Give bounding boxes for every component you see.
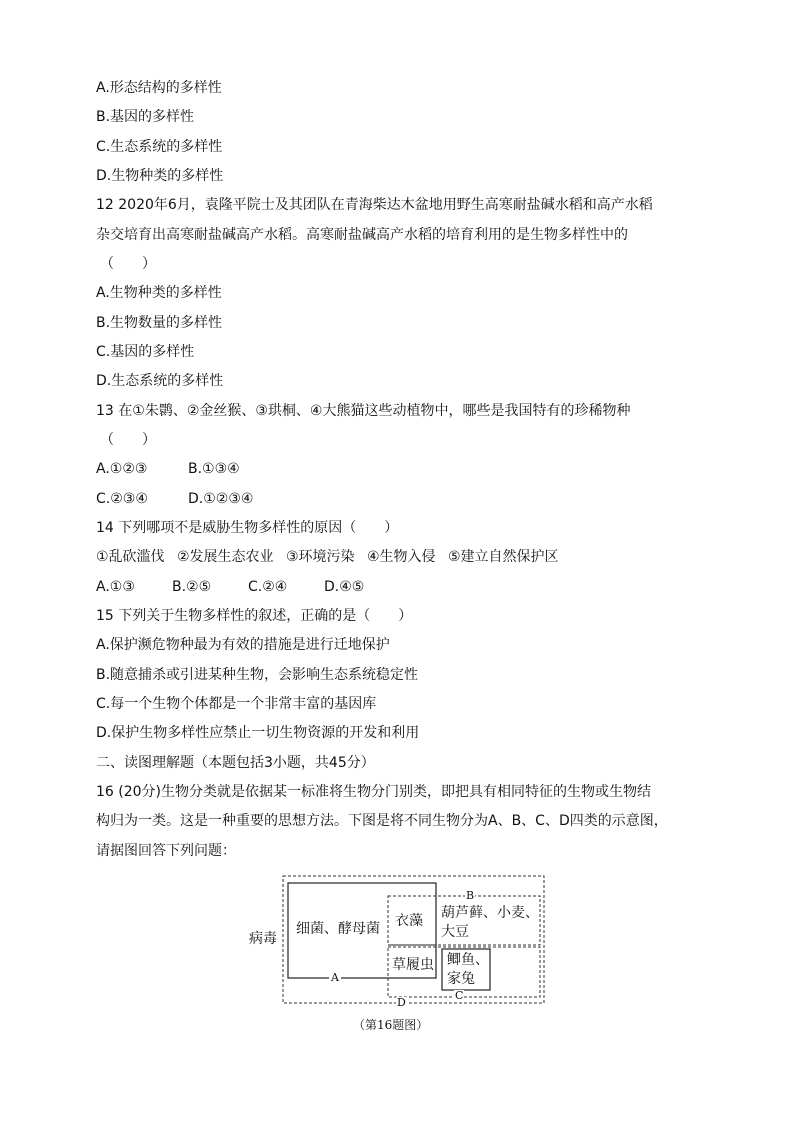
q14-stem: 14 下列哪项不是威胁生物多样性的原因（ ） xyxy=(96,520,399,536)
q16-stem-line2: 构归为一类。这是一种重要的思想方法。下图是将不同生物分为A、B、C、D四类的示意图， xyxy=(96,813,668,829)
figure-caption: （第16题图） xyxy=(353,1018,429,1032)
q12-option-b: B.生物数量的多样性 xyxy=(96,315,223,331)
q15-stem: 15 下列关于生物多样性的叙述，正确的是（ ） xyxy=(96,608,413,624)
q13-stem: 13 在①朱鹮、②金丝猴、③珙桐、④大熊猫这些动植物中，哪些是我国特有的珍稀物种 xyxy=(96,403,631,419)
q12-option-c: C.基因的多样性 xyxy=(96,344,195,360)
q16-stem-line3: 请据图回答下列问题： xyxy=(96,843,236,859)
group-a-letter: A xyxy=(331,971,339,984)
q12-stem-line1: 12 2020年6月，袁隆平院士及其团队在青海柴达木盆地用野生高寒耐盐碱水稻和高产水稻 xyxy=(96,197,653,213)
q16-stem-line1: 16 (20分)生物分类就是依据某一标准将生物分门别类，即把具有相同特征的生物或生物结 xyxy=(96,784,652,800)
q13-option-b: B.①③④ xyxy=(188,461,240,477)
q11-option-c: C.生态系统的多样性 xyxy=(96,139,223,155)
fish-rabbit-label-line2: 家兔 xyxy=(447,971,475,987)
q13-option-d: D.①②③④ xyxy=(188,491,254,507)
classification-figure xyxy=(247,868,547,1038)
section-heading: 二、读图理解题（本题包括3小题，共45分） xyxy=(96,755,375,771)
q11-option-d: D.生物种类的多样性 xyxy=(96,168,224,184)
moss-wheat-label-line1: 葫芦藓、小麦、 xyxy=(441,905,539,921)
virus-label: 病毒 xyxy=(249,931,277,947)
group-b-letter: B xyxy=(466,889,475,902)
q13-option-c: C.②③④ xyxy=(96,491,148,507)
group-d-letter: D xyxy=(397,996,406,1009)
q15-option-c: C.每一个生物个体都是一个非常丰富的基因库 xyxy=(96,696,377,712)
bacteria-yeast-label: 细菌、酵母菌 xyxy=(296,921,380,937)
fish-rabbit-label-line1: 鲫鱼、 xyxy=(447,952,489,968)
q15-option-d: D.保护生物多样性应禁止一切生物资源的开发和利用 xyxy=(96,725,420,741)
moss-wheat-label-line2: 大豆 xyxy=(441,924,469,940)
q14-option-b: B.②⑤ xyxy=(172,579,212,595)
q12-answer-bracket: （ ） xyxy=(100,256,156,272)
q14-option-d: D.④⑤ xyxy=(324,579,365,595)
q11-option-b: B.基因的多样性 xyxy=(96,109,195,125)
group-c-letter: C xyxy=(455,989,464,1002)
lichen-label: 衣藻 xyxy=(395,913,423,929)
q15-option-a: A.保护濒危物种最为有效的措施是进行迁地保护 xyxy=(96,637,390,653)
q13-option-a: A.①②③ xyxy=(96,461,148,477)
q11-option-a: A.形态结构的多样性 xyxy=(96,80,222,96)
q12-stem-line2: 杂交培育出高寒耐盐碱高产水稻。高寒耐盐碱高产水稻的培育利用的是生物多样性中的 xyxy=(96,227,628,243)
q14-option-a: A.①③ xyxy=(96,579,135,595)
q12-option-d: D.生态系统的多样性 xyxy=(96,373,224,389)
classification-diagram xyxy=(247,868,547,1038)
paramecium-label: 草履虫 xyxy=(392,957,434,973)
group-d-box xyxy=(283,876,544,1003)
q15-option-b: B.随意捕杀或引进某种生物，会影响生态系统稳定性 xyxy=(96,667,419,683)
q14-items: ①乱砍滥伐 ②发展生态农业 ③环境污染 ④生物入侵 ⑤建立自然保护区 xyxy=(96,549,559,565)
q13-answer-bracket: （ ） xyxy=(100,432,156,448)
q12-option-a: A.生物种类的多样性 xyxy=(96,285,222,301)
q14-option-c: C.②④ xyxy=(248,579,288,595)
